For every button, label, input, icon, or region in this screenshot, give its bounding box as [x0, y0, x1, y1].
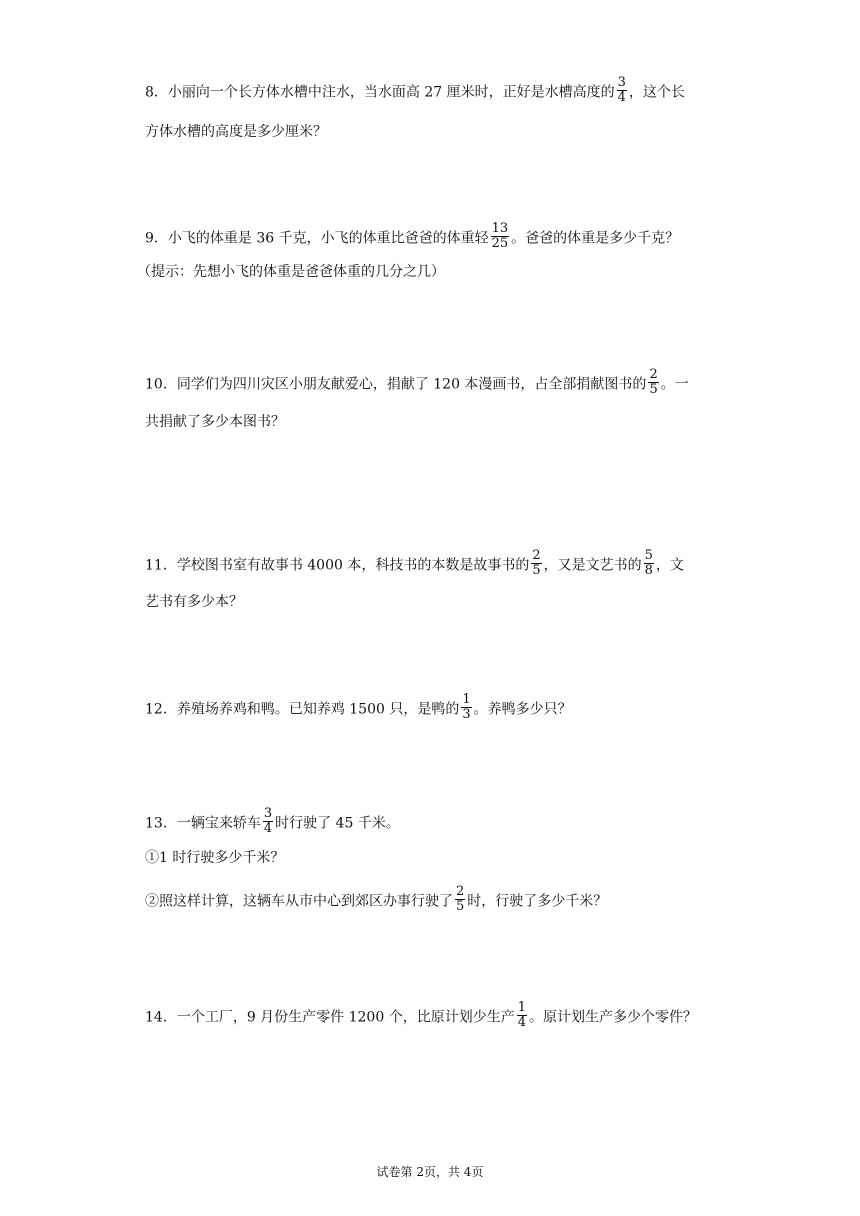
question-13-sub-2-text-a: ②照这样计算，这辆车从市中心到郊区办事行驶了 — [145, 893, 453, 910]
question-9-text-a: 9．小飞的体重是 36 千克，小飞的体重比爸爸的体重轻 — [145, 230, 489, 247]
question-12-text-b: 。养鸭多少只？ — [473, 701, 572, 718]
question-11-line-2: 艺书有多少本？ — [145, 594, 243, 610]
fraction: $\frac{2}{5}$ — [649, 367, 658, 397]
question-9-line-1 — [145, 221, 680, 253]
question-12-text-a: 12．养殖场养鸡和鸭。已知养鸡 1500 只，是鸭的 — [145, 701, 460, 718]
question-12-line-1 — [145, 692, 572, 724]
question-10-text-b: 。一 — [660, 376, 689, 393]
fraction: $\frac{2}{5}$ — [456, 884, 465, 914]
fraction: $\frac{3}{4}$ — [617, 75, 626, 105]
question-14-line-1 — [145, 1000, 697, 1032]
question-14-text-b: 。原计划生产多少个零件？ — [528, 1009, 697, 1026]
question-14-text-a: 14．一个工厂，9 月份生产零件 1200 个，比原计划少生产 — [145, 1009, 515, 1026]
question-11-text-c: ，文 — [655, 557, 684, 574]
question-13-line-1 — [145, 806, 400, 838]
question-10-line-2: 共捐献了多少本图书？ — [145, 414, 285, 430]
fraction: $\frac{13}{25}$ — [491, 221, 509, 251]
question-9-text-b: 。爸爸的体重是多少千克？ — [511, 230, 680, 247]
question-10-line-1 — [145, 367, 689, 399]
question-11-text-a: 11．学校图书室有故事书 4000 本，科技书的本数是故事书的 — [145, 557, 530, 574]
question-9-hint: （提示：先想小飞的体重是爸爸体重的几分之几） — [137, 264, 445, 280]
question-13-text-a: 13．一辆宝来轿车 — [145, 815, 261, 832]
question-13-sub-2 — [145, 884, 608, 916]
question-10-text-a: 10．同学们为四川灾区小朋友献爱心，捐献了 120 本漫画书，占全部捐献图书的 — [145, 376, 647, 393]
fraction: $\frac{1}{4}$ — [517, 1000, 526, 1030]
question-8-line-2: 方体水槽的高度是多少厘米？ — [145, 124, 327, 140]
question-11-line-1 — [145, 548, 684, 580]
question-13-text-b: 时行驶了 45 千米。 — [275, 815, 400, 832]
fraction: $\frac{1}{3}$ — [462, 692, 471, 722]
question-8-text-b: ，这个长 — [628, 84, 685, 101]
question-11-text-b: ，又是文艺书的 — [543, 557, 642, 574]
fraction: $\frac{2}{5}$ — [532, 548, 541, 578]
page-footer: 试卷第 2页，共 4页 — [376, 1165, 484, 1179]
question-13-sub-2-text-b: 时，行驶了多少千米？ — [467, 893, 608, 910]
question-8-text-a: 8．小丽向一个长方体水槽中注水，当水面高 27 厘米时，正好是水槽高度的 — [145, 84, 615, 101]
fraction: $\frac{5}{8}$ — [644, 548, 653, 578]
question-13-sub-1: ①1 时行驶多少千米？ — [145, 850, 285, 866]
question-8-line-1 — [145, 75, 685, 107]
fraction: $\frac{3}{4}$ — [263, 806, 273, 836]
